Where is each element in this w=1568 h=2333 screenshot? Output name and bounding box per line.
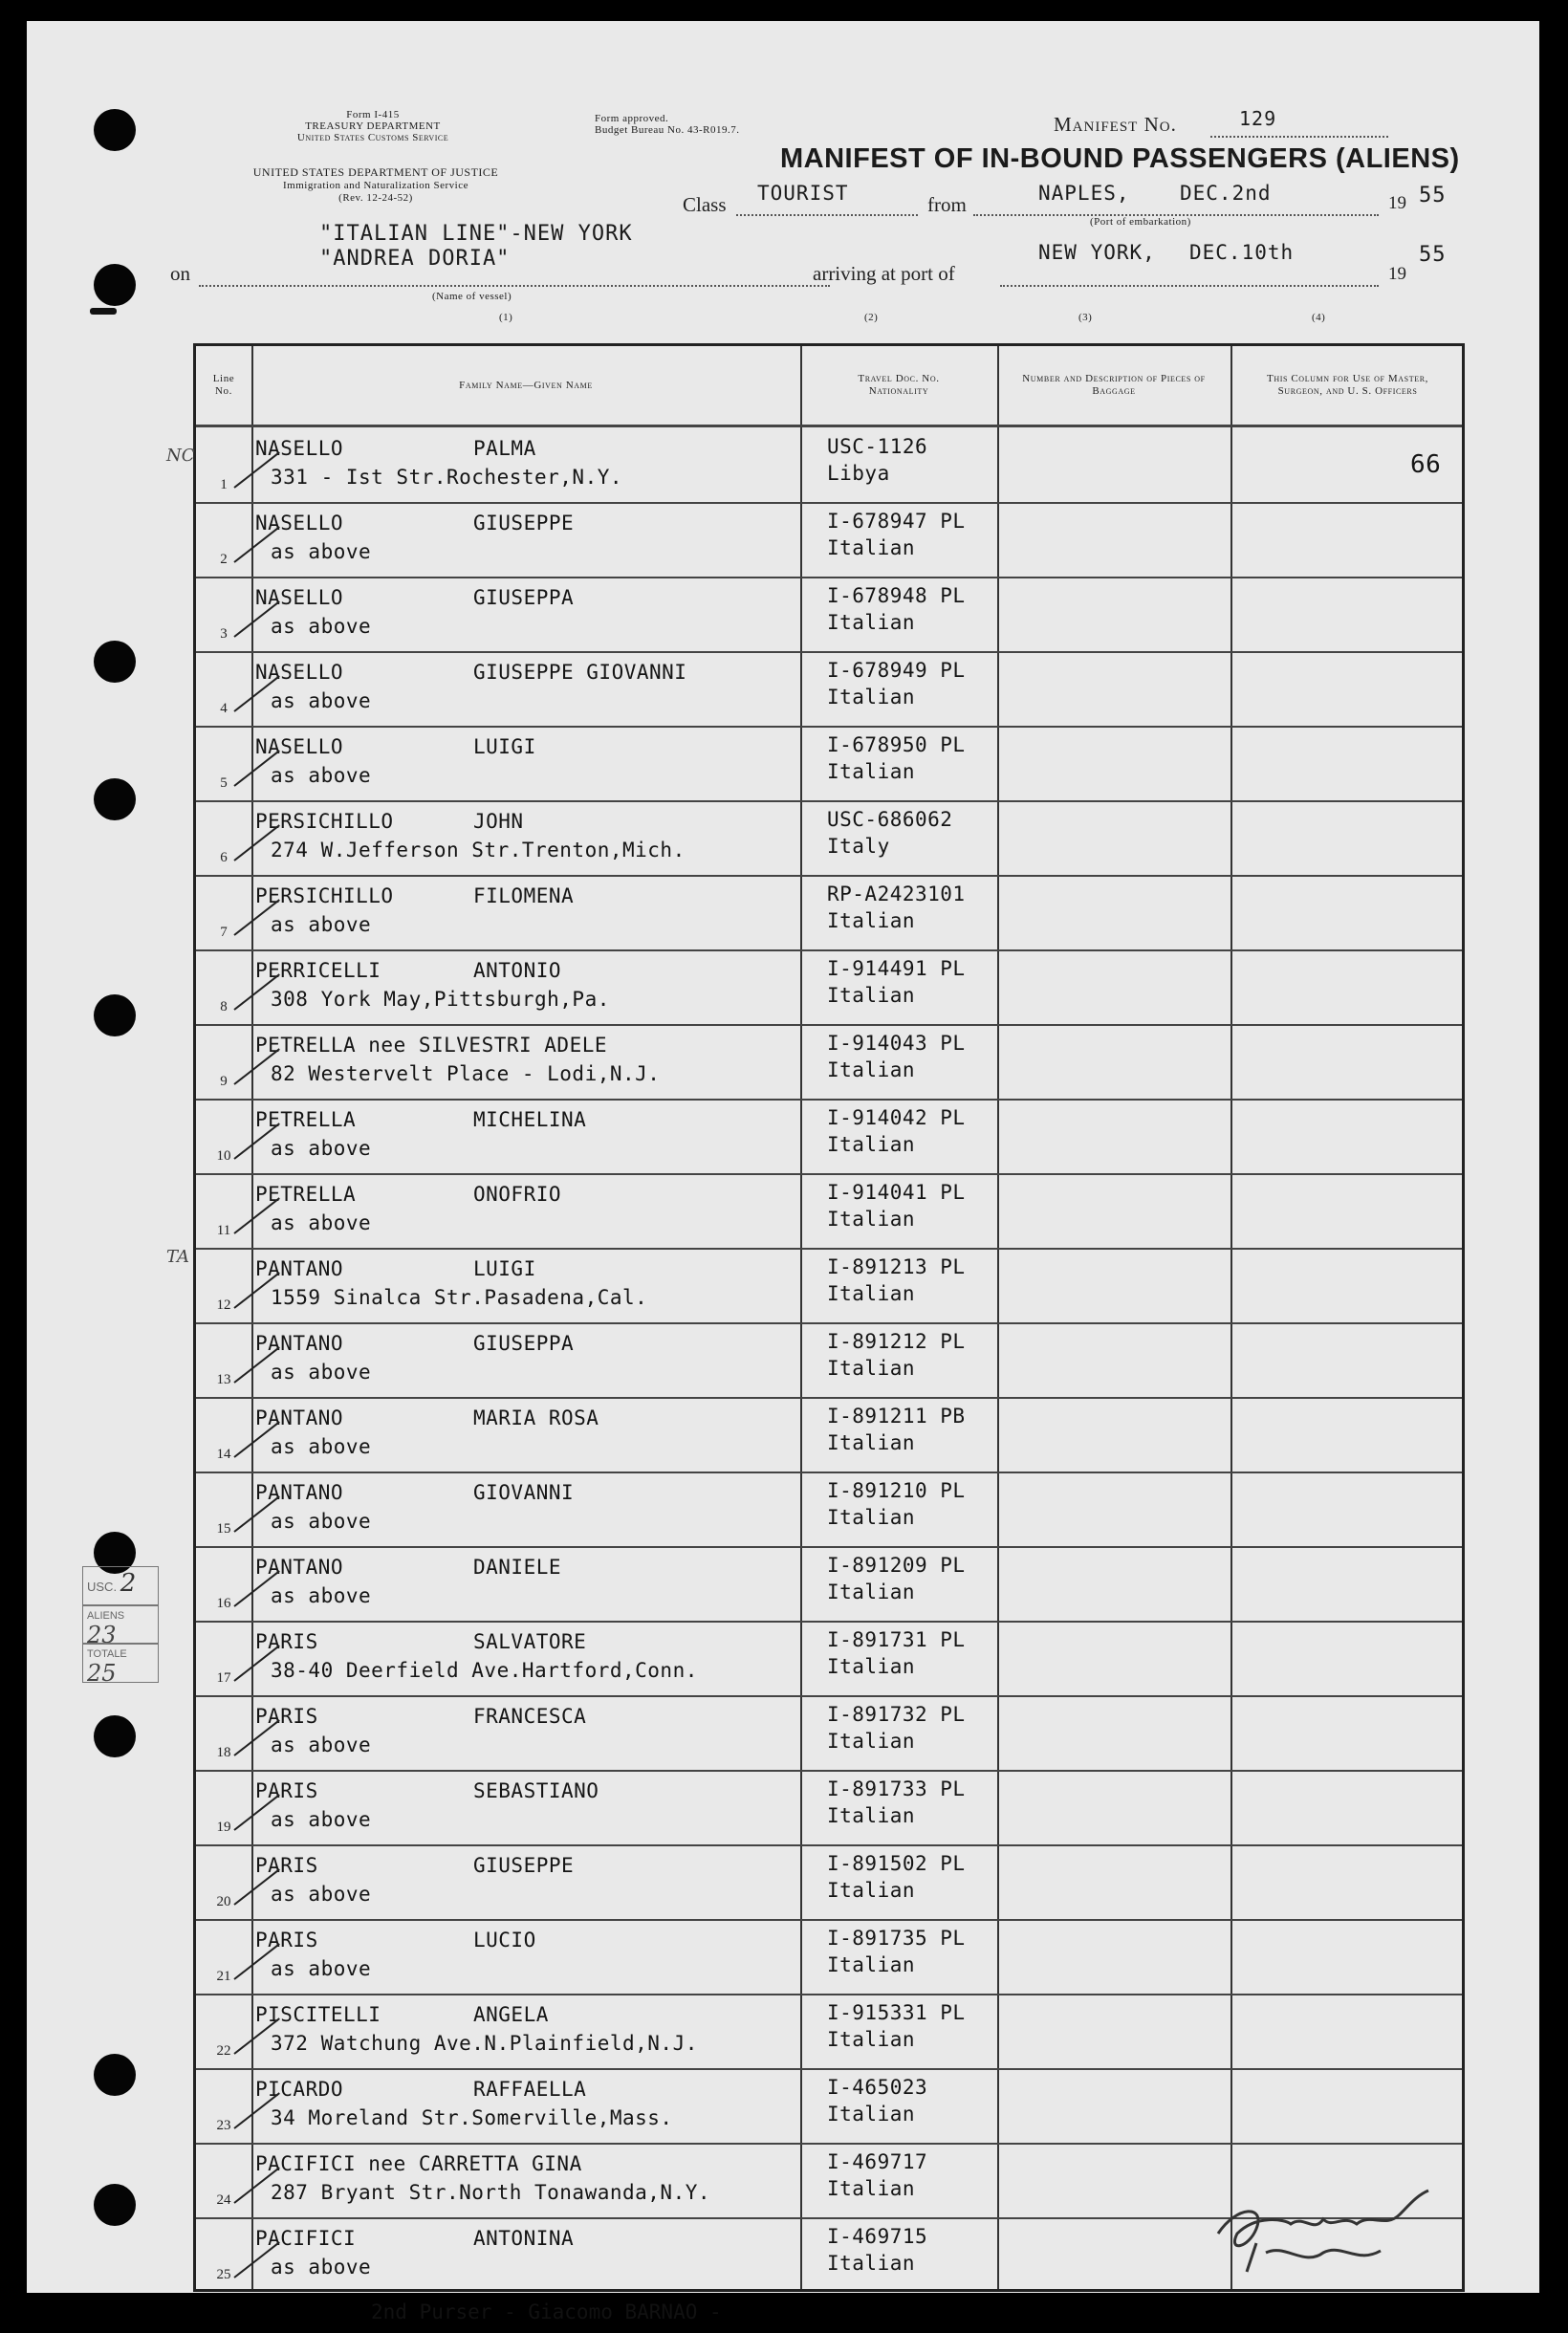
revision-date: (Rev. 12-24-52) (338, 192, 413, 204)
line-number: 6 (220, 850, 228, 865)
header-line-no: Line No. (212, 373, 235, 397)
line-number: 11 (216, 1223, 231, 1238)
family-name: NASELLO (255, 586, 344, 609)
vessel-name: "ANDREA DORIA" (319, 247, 511, 271)
travel-doc-number: I-469715 (827, 2225, 928, 2248)
table-row (196, 651, 1462, 726)
page-title: MANIFEST OF IN-BOUND PASSENGERS (ALIENS) (780, 143, 1460, 174)
travel-doc-number: I-469717 (827, 2150, 928, 2173)
given-name: SEBASTIANO (473, 1779, 599, 1802)
given-name: FILOMENA (473, 884, 575, 907)
line-number: 10 (216, 1148, 231, 1164)
travel-doc-number: I-914043 PL (827, 1032, 966, 1055)
family-name: PICARDO (255, 2078, 344, 2101)
line-number: 5 (220, 775, 228, 791)
class-label: Class (683, 193, 727, 216)
given-name: ANGELA (473, 2003, 549, 2026)
address-line: as above (271, 1211, 372, 1234)
line-number: 24 (216, 2192, 231, 2208)
address-line: as above (271, 1137, 372, 1160)
travel-doc-number: I-891209 PL (827, 1554, 966, 1577)
nationality: Italian (827, 536, 916, 559)
travel-doc-number: I-914042 PL (827, 1106, 966, 1129)
address-line: as above (271, 1510, 372, 1533)
nationality: Italian (827, 1431, 916, 1454)
travel-doc-number: I-914041 PL (827, 1181, 966, 1204)
family-name: PACIFICI (255, 2227, 357, 2250)
table-row (196, 1546, 1462, 1621)
given-name: MARIA ROSA (473, 1406, 599, 1429)
arrival-date: DEC.10th (1189, 241, 1295, 264)
travel-doc-number: I-678949 PL (827, 659, 966, 682)
given-name: ANTONIO (473, 959, 562, 982)
family-name: PARIS (255, 1705, 318, 1728)
family-name: PANTANO (255, 1556, 344, 1579)
line-number: 25 (216, 2267, 231, 2282)
officer-signature (1199, 2176, 1505, 2281)
travel-doc-number: I-915331 PL (827, 2001, 966, 2024)
line-number: 23 (216, 2118, 231, 2133)
travel-doc-number: USC-1126 (827, 435, 928, 458)
address-line: 38-40 Deerfield Ave.Hartford,Conn. (271, 1659, 698, 1682)
margin-note-row1: NC (166, 446, 195, 466)
tally-total-label: TOTALE (87, 1648, 127, 1660)
travel-doc-number: I-891731 PL (827, 1628, 966, 1651)
table-row (196, 1621, 1462, 1695)
table-row (196, 1844, 1462, 1919)
address-line: as above (271, 1733, 372, 1756)
line-number: 8 (220, 999, 228, 1014)
table-row (196, 1919, 1462, 1994)
given-name: RAFFAELLA (473, 2078, 587, 2101)
vessel-line: "ITALIAN LINE"-NEW YORK (319, 222, 633, 246)
tally-usc-label: USC. (87, 1580, 118, 1594)
header-name: Family Name—Given Name (459, 379, 593, 391)
address-line: as above (271, 1808, 372, 1831)
travel-doc-number: I-891211 PB (827, 1405, 966, 1428)
nationality: Italian (827, 1058, 916, 1081)
family-name: PANTANO (255, 1481, 344, 1504)
nationality: Italian (827, 1208, 916, 1231)
tally-total-value: 25 (87, 1660, 117, 1687)
nationality: Italian (827, 1879, 916, 1902)
line-number: 7 (220, 925, 228, 940)
punch-slot (90, 308, 117, 315)
officer-note: 66 (1410, 450, 1442, 479)
address-line: as above (271, 540, 372, 563)
given-name: GIUSEPPE (473, 1854, 575, 1877)
nationality: Italian (827, 611, 916, 634)
nationality: Italian (827, 2103, 916, 2126)
line-number: 17 (216, 1670, 231, 1686)
given-name: GIUSEPPE (473, 512, 575, 534)
nationality: Italian (827, 2177, 916, 2200)
travel-doc-number: I-891733 PL (827, 1777, 966, 1800)
travel-doc-number: I-891732 PL (827, 1703, 966, 1726)
budget-bureau: Budget Bureau No. 43-R019.7. (595, 124, 740, 136)
travel-doc-number: I-891213 PL (827, 1255, 966, 1278)
travel-doc-number: I-465023 (827, 2076, 928, 2099)
line-number: 20 (216, 1894, 231, 1909)
family-name: PETRELLA (255, 1183, 357, 1206)
nationality: Italian (827, 686, 916, 709)
address-line: as above (271, 1883, 372, 1906)
address-line: as above (271, 1957, 372, 1980)
family-name: PERSICHILLO (255, 884, 394, 907)
line-number: 21 (216, 1969, 231, 1984)
table-row (196, 1248, 1462, 1322)
travel-doc-number: I-678947 PL (827, 510, 966, 533)
punch-hole (94, 641, 136, 683)
travel-doc-number: I-891735 PL (827, 1927, 966, 1950)
tally-aliens-value: 23 (87, 1622, 117, 1648)
travel-doc-number: I-891212 PL (827, 1330, 966, 1353)
table-row (196, 1024, 1462, 1099)
travel-doc-number: I-678948 PL (827, 584, 966, 607)
passenger-table (193, 343, 1465, 2292)
address-line: 287 Bryant Str.North Tonawanda,N.Y. (271, 2181, 711, 2204)
embark-port: NAPLES, (1038, 182, 1130, 205)
address-line: as above (271, 764, 372, 787)
family-name: NASELLO (255, 512, 344, 534)
family-name: PANTANO (255, 1406, 344, 1429)
line-number: 12 (216, 1297, 231, 1313)
manifest-no-label: Manifest No. (1054, 113, 1177, 136)
family-name: PETRELLA (255, 1108, 357, 1131)
margin-note-row12: TA (166, 1247, 190, 1267)
form-number: Form I-415 (346, 109, 400, 120)
nationality: Italian (827, 1133, 916, 1156)
address-line: as above (271, 1584, 372, 1607)
address-line: 34 Moreland Str.Somerville,Mass. (271, 2106, 673, 2129)
on-label: on (170, 262, 190, 285)
line-number: 9 (220, 1074, 228, 1089)
line-number: 2 (220, 552, 228, 567)
nationality: Italian (827, 1730, 916, 1753)
line-number: 18 (216, 1745, 231, 1760)
family-name: PERSICHILLO (255, 810, 394, 833)
family-name: NASELLO (255, 437, 344, 460)
tally-usc (82, 1566, 159, 1606)
purser-name: 2nd Purser - Giacomo BARNAO - (371, 2300, 722, 2323)
nationality: Italian (827, 1804, 916, 1827)
punch-hole (94, 778, 136, 820)
treasury-dept: TREASURY DEPARTMENT (305, 120, 441, 132)
table-row (196, 1173, 1462, 1248)
table-row (196, 1695, 1462, 1770)
table-row (196, 875, 1462, 949)
family-name: PARIS (255, 1854, 318, 1877)
embark-year: 55 (1419, 184, 1447, 207)
table-row (196, 1397, 1462, 1472)
manifest-number: 129 (1239, 107, 1277, 130)
punch-hole (94, 994, 136, 1036)
tally-total (82, 1643, 159, 1687)
year-prefix: 19 (1388, 193, 1406, 213)
arrival-year: 55 (1419, 243, 1447, 267)
line-number: 13 (216, 1372, 231, 1387)
nationality: Italian (827, 760, 916, 783)
family-name: PISCITELLI (255, 2003, 381, 2026)
travel-doc-number: RP-A2423101 (827, 883, 966, 905)
manifest-page (27, 21, 1539, 2323)
given-name: LUCIO (473, 1929, 536, 1951)
given-name: MICHELINA (473, 1108, 587, 1131)
family-name: NASELLO (255, 735, 344, 758)
table-row (196, 427, 1462, 502)
customs-service: United States Customs Service (296, 132, 449, 143)
line-number: 19 (216, 1820, 231, 1835)
table-row (196, 1994, 1462, 2068)
table-row (196, 2068, 1462, 2143)
address-line: as above (271, 913, 372, 936)
nationality: Italian (827, 1506, 916, 1529)
address-line: as above (271, 1361, 372, 1384)
table-row (196, 577, 1462, 651)
header-baggage: Number and Description of Pieces of Baggage (1022, 373, 1206, 397)
port-embark-note: (Port of embarkation) (1090, 216, 1191, 228)
tally-usc-value: 2 (120, 1569, 137, 1598)
embark-date: DEC.2nd (1180, 182, 1272, 205)
line-number: 22 (216, 2043, 231, 2059)
table-row (196, 1099, 1462, 1173)
vessel-note: (Name of vessel) (432, 291, 512, 302)
class-value: TOURIST (757, 182, 849, 205)
line-number: 16 (216, 1596, 231, 1611)
punch-hole (94, 2184, 136, 2226)
line-number: 4 (220, 701, 228, 716)
justice-dept: UNITED STATES DEPARTMENT OF JUSTICE (252, 165, 499, 179)
given-name: GIUSEPPA (473, 586, 575, 609)
punch-hole (94, 1715, 136, 1757)
address-line: as above (271, 689, 372, 712)
given-name: GIUSEPPA (473, 1332, 575, 1355)
given-name: JOHN (473, 810, 524, 833)
travel-doc-number: I-891502 PL (827, 1852, 966, 1875)
header-officers: This Column for Use of Master, Surgeon, and U. S. Officers (1267, 373, 1428, 397)
address-line: 1559 Sinalca Str.Pasadena,Cal. (271, 1286, 648, 1309)
family-name: PARIS (255, 1630, 318, 1653)
family-name: PACIFICI nee CARRETTA GINA (255, 2152, 582, 2175)
col-number-3: (3) (1078, 312, 1093, 323)
table-row (196, 1770, 1462, 1844)
line-number: 15 (216, 1521, 231, 1537)
nationality: Italian (827, 1655, 916, 1678)
given-name: FRANCESCA (473, 1705, 587, 1728)
arriving-label: arriving at port of (813, 262, 955, 285)
punch-hole (94, 264, 136, 306)
line-number: 14 (216, 1447, 231, 1462)
line-number: 1 (220, 477, 228, 492)
table-row (196, 1322, 1462, 1397)
header-travel-doc: Travel Doc. No. Nationality (858, 373, 940, 397)
nationality: Italian (827, 1581, 916, 1603)
address-line: 274 W.Jefferson Str.Trenton,Mich. (271, 839, 686, 861)
address-line: as above (271, 615, 372, 638)
address-line: as above (271, 1435, 372, 1458)
table-row (196, 726, 1462, 800)
given-name: SALVATORE (473, 1630, 587, 1653)
address-line: 308 York May,Pittsburgh,Pa. (271, 988, 610, 1011)
travel-doc-number: I-891210 PL (827, 1479, 966, 1502)
tally-aliens (82, 1604, 159, 1648)
nationality: Libya (827, 462, 890, 485)
table-row (196, 800, 1462, 875)
family-name: PARIS (255, 1779, 318, 1802)
given-name: GIOVANNI (473, 1481, 575, 1504)
family-name: PETRELLA nee SILVESTRI ADELE (255, 1034, 608, 1057)
travel-doc-number: USC-686062 (827, 808, 953, 831)
travel-doc-number: I-914491 PL (827, 957, 966, 980)
address-line: 372 Watchung Ave.N.Plainfield,N.J. (271, 2032, 698, 2055)
given-name: ANTONINA (473, 2227, 575, 2250)
nationality: Italy (827, 835, 890, 858)
nationality: Italian (827, 2028, 916, 2051)
address-line: 331 - Ist Str.Rochester,N.Y. (271, 466, 623, 489)
line-number: 3 (220, 626, 228, 642)
year-prefix-2: 19 (1388, 264, 1406, 284)
family-name: PERRICELLI (255, 959, 381, 982)
given-name: LUIGI (473, 735, 536, 758)
col-number-2: (2) (864, 312, 879, 323)
given-name: GIUSEPPE GIOVANNI (473, 661, 687, 684)
col-number-4: (4) (1312, 312, 1326, 323)
given-name: LUIGI (473, 1257, 536, 1280)
col-number-1: (1) (499, 312, 513, 323)
nationality: Italian (827, 984, 916, 1007)
arrival-port: NEW YORK, (1038, 241, 1156, 264)
table-row (196, 949, 1462, 1024)
form-approved: Form approved. (595, 113, 669, 124)
nationality: Italian (827, 1282, 916, 1305)
family-name: PARIS (255, 1929, 318, 1951)
address-line: as above (271, 2256, 372, 2278)
address-line: 82 Westervelt Place - Lodi,N.J. (271, 1062, 661, 1085)
punch-hole (94, 109, 136, 151)
nationality: Italian (827, 909, 916, 932)
table-row (196, 502, 1462, 577)
family-name: PANTANO (255, 1257, 344, 1280)
ins-service: Immigration and Naturalization Service (282, 180, 469, 191)
from-label: from (927, 193, 967, 216)
nationality: Italian (827, 2252, 916, 2275)
table-row (196, 1472, 1462, 1546)
nationality: Italian (827, 1953, 916, 1976)
travel-doc-number: I-678950 PL (827, 733, 966, 756)
family-name: PANTANO (255, 1332, 344, 1355)
tally-aliens-label: ALIENS (87, 1610, 125, 1622)
given-name: ONOFRIO (473, 1183, 562, 1206)
given-name: PALMA (473, 437, 536, 460)
family-name: NASELLO (255, 661, 344, 684)
given-name: DANIELE (473, 1556, 562, 1579)
nationality: Italian (827, 1357, 916, 1380)
punch-hole (94, 2054, 136, 2096)
